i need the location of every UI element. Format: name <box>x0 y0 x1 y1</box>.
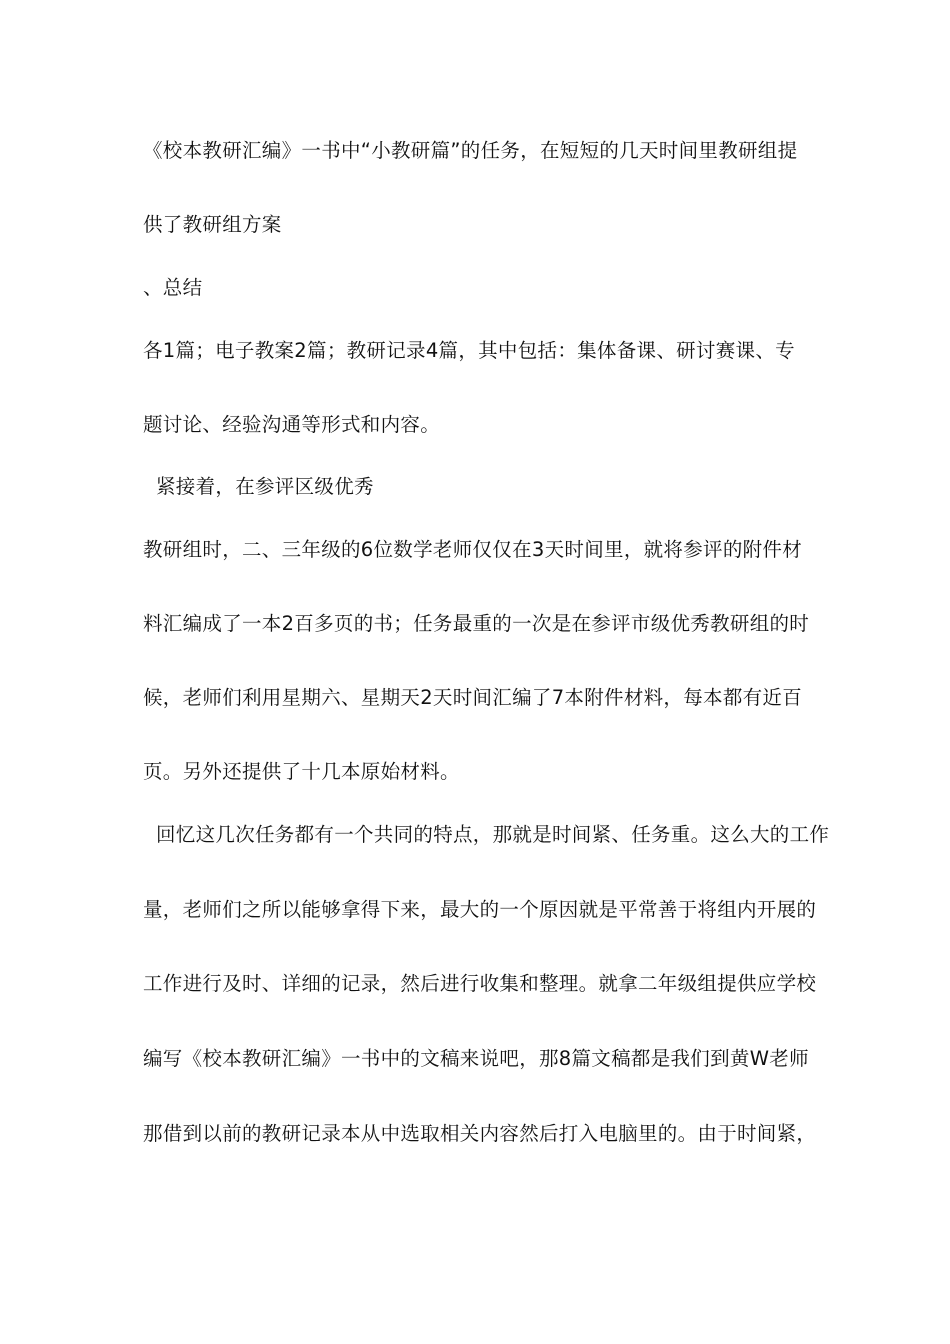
text-line: 量，老师们之所以能够拿得下来，最大的一个原因就是平常善于将组内开展的 <box>143 898 817 921</box>
text-line: 、总结 <box>143 276 203 299</box>
text-line: 候，老师们利用星期六、星期天2天时间汇编了7本附件材料，每本都有近百 <box>143 686 803 709</box>
text-line: 题讨论、经验沟通等形式和内容。 <box>143 413 441 436</box>
text-line: 料汇编成了一本2百多页的书；任务最重的一次是在参评市级优秀教研组的时 <box>143 612 810 635</box>
text-line: 回忆这几次任务都有一个共同的特点，那就是时间紧、任务重。这么大的工作 <box>143 823 830 846</box>
text-line: 《校本教研汇编》一书中“小教研篇”的任务，在短短的几天时间里教研组提 <box>143 139 798 162</box>
text-line: 各1篇；电子教案2篇；教研记录4篇，其中包括：集体备课、研讨赛课、专 <box>143 339 795 362</box>
text-line: 页。另外还提供了十几本原始材料。 <box>143 760 460 783</box>
text-line: 供了教研组方案 <box>143 213 282 236</box>
text-line: 工作进行及时、详细的记录，然后进行收集和整理。就拿二年级组提供应学校 <box>143 972 817 995</box>
text-line: 那借到以前的教研记录本从中选取相关内容然后打入电脑里的。由于时间紧， <box>143 1122 817 1145</box>
text-line: 紧接着，在参评区级优秀 <box>143 475 374 498</box>
text-line: 编写《校本教研汇编》一书中的文稿来说吧，那8篇文稿都是我们到黄W老师 <box>143 1047 809 1070</box>
text-line: 教研组时，二、三年级的6位数学老师仅仅在3天时间里，就将参评的附件材 <box>143 538 803 561</box>
